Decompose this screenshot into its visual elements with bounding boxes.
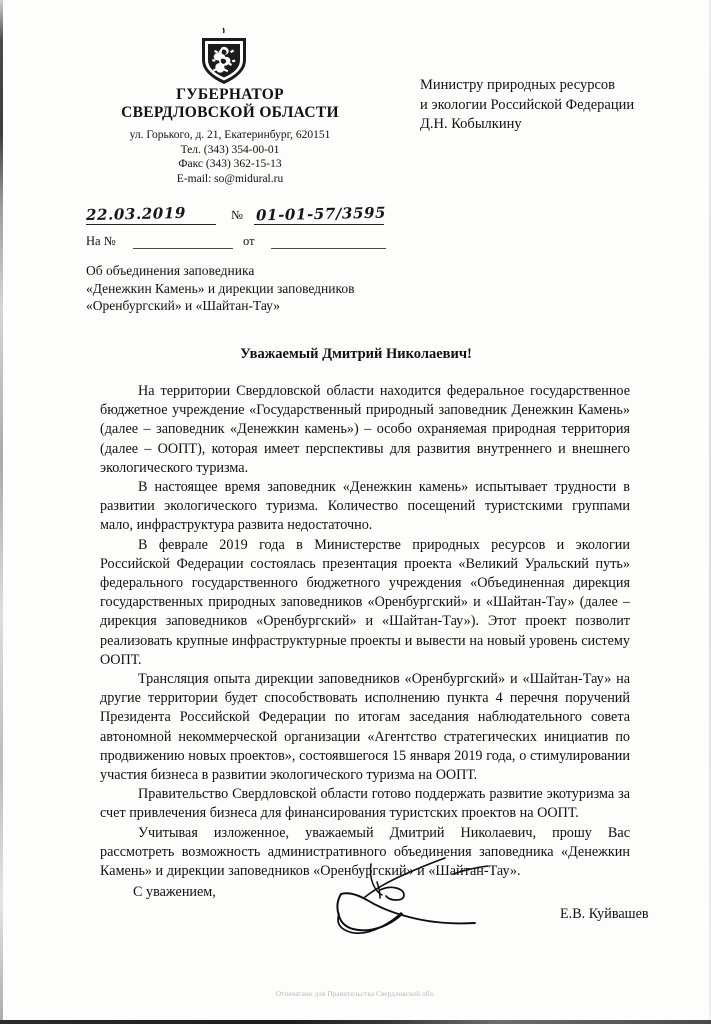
scan-edge-left — [0, 0, 3, 1024]
coat-of-arms-icon — [192, 26, 256, 88]
on-reference-label: На № — [86, 234, 116, 248]
letterhead-contact-block — [60, 128, 400, 186]
registration-date: 22.03.2019 — [85, 203, 187, 225]
signer-name: Е.В. Куйвашев — [560, 906, 649, 922]
letterhead-org-line-1: ГУБЕРНАТОР — [176, 86, 284, 103]
body-paragraph: В феврале 2019 года в Министерстве природных ресурсов и экологии Российской Федерации состоялась презентация проекта «Великий Уральский путь» федерального государственного бюджетного учреждения «Объединенная дирекция государственных природных заповедников «Оренбургский» и «Шайтан-Тау» (далее – дирекция заповедников «Оренбургский» и «Шайтан-Тау»). Этот проект позволит реализовать крупные инфраструктурные проекты и вывести на новый уровень систему ООПТ. — [100, 536, 630, 668]
body-paragraph: Трансляция опыта дирекции заповедников «Оренбургский» и «Шайтан-Тау» на другие территории будет способствовать исполнению пункта 4 перечня поручений Президента Российской Федерации по итогам заседания наблюдательного совета автономной некоммерческой организации «Агентство стратегических инициатив по продвижению новых проектов», состоявшегося 15 января 2019 года, о стимулировании участия бизнеса в развитии экологического туризма на ООПТ. — [100, 671, 630, 784]
body-paragraph: Учитывая изложенное, уважаемый Дмитрий Николаевич, прошу Вас рассмотреть возможность административного объединения заповедника «Денежкин Камень» и дирекции заповедников «Оренбургский» и «Шайтан-Тау». — [100, 824, 630, 880]
registration-date-rule — [86, 224, 216, 225]
letterhead-org-line-2: СВЕРДЛОВСКОЙ ОБЛАСТИ — [121, 104, 339, 121]
letterhead-fax: Факс (343) 362-15-13 — [178, 158, 282, 170]
letterhead-phone: Тел. (343) 354-00-01 — [180, 143, 280, 156]
registration-number-rule — [254, 224, 384, 225]
letterhead-address: ул. Горького, д. 21, Екатеринбург, 620151 — [129, 129, 331, 141]
registration-number: 01-01-57/3595 — [255, 203, 387, 225]
body-paragraph: Правительство Свердловской области готово поддержать развитие экотуризма за счет привлечения бизнеса для финансирования туристских проектов на ООПТ. — [100, 786, 630, 822]
body-paragraph: На территории Свердловской области находится федеральное государственное бюджетное учреждение «Государственный природный заповедник Денежкин Камень» (далее – заповедник «Денежкин камень») – особо охраняемая природная территория (далее – ООПТ), которая имеет перспективы для развития внутреннего и внешнего экологического туризма. — [100, 383, 630, 476]
letterhead-email: E-mail: so@midural.ru — [176, 172, 284, 185]
subject-line-3: «Оренбургский» и «Шайтан-Тау» — [86, 298, 280, 313]
on-reference-row — [86, 234, 386, 254]
letterhead-organization — [60, 86, 400, 122]
salutation: Уважаемый Дмитрий Николаевич! — [240, 346, 472, 362]
on-reference-from-rule — [271, 248, 386, 249]
recipient-line-1: Министру природных ресурсов — [420, 77, 615, 93]
recipient-line-3: Д.Н. Кобылкину — [420, 116, 522, 132]
scan-edge-bottom — [0, 1020, 711, 1024]
on-reference-from-label: от — [243, 234, 255, 248]
subject-line-2: «Денежкин Камень» и дирекции заповедников — [86, 280, 355, 296]
on-reference-rule — [133, 248, 233, 249]
print-footer: Отпечатано для Правительства Свердловской обл. — [275, 990, 436, 998]
registration-row — [86, 205, 396, 229]
body-paragraph: В настоящее время заповедник «Денежкин камень» испытывает трудности в развитии экологического туризма. Количество посещений туристскими группами мало, инфраструктура развита недостаточно. — [100, 479, 630, 534]
recipient-line-2: и экологии Российской Федерации — [420, 96, 635, 113]
handwritten-signature — [325, 852, 550, 947]
subject-line-1: Об объединения заповедника — [86, 263, 255, 278]
letter-body — [100, 382, 630, 881]
closing-text: С уважением, — [133, 884, 216, 900]
subject-block — [86, 262, 436, 315]
recipient-block — [420, 76, 690, 135]
registration-number-label: № — [231, 208, 243, 222]
